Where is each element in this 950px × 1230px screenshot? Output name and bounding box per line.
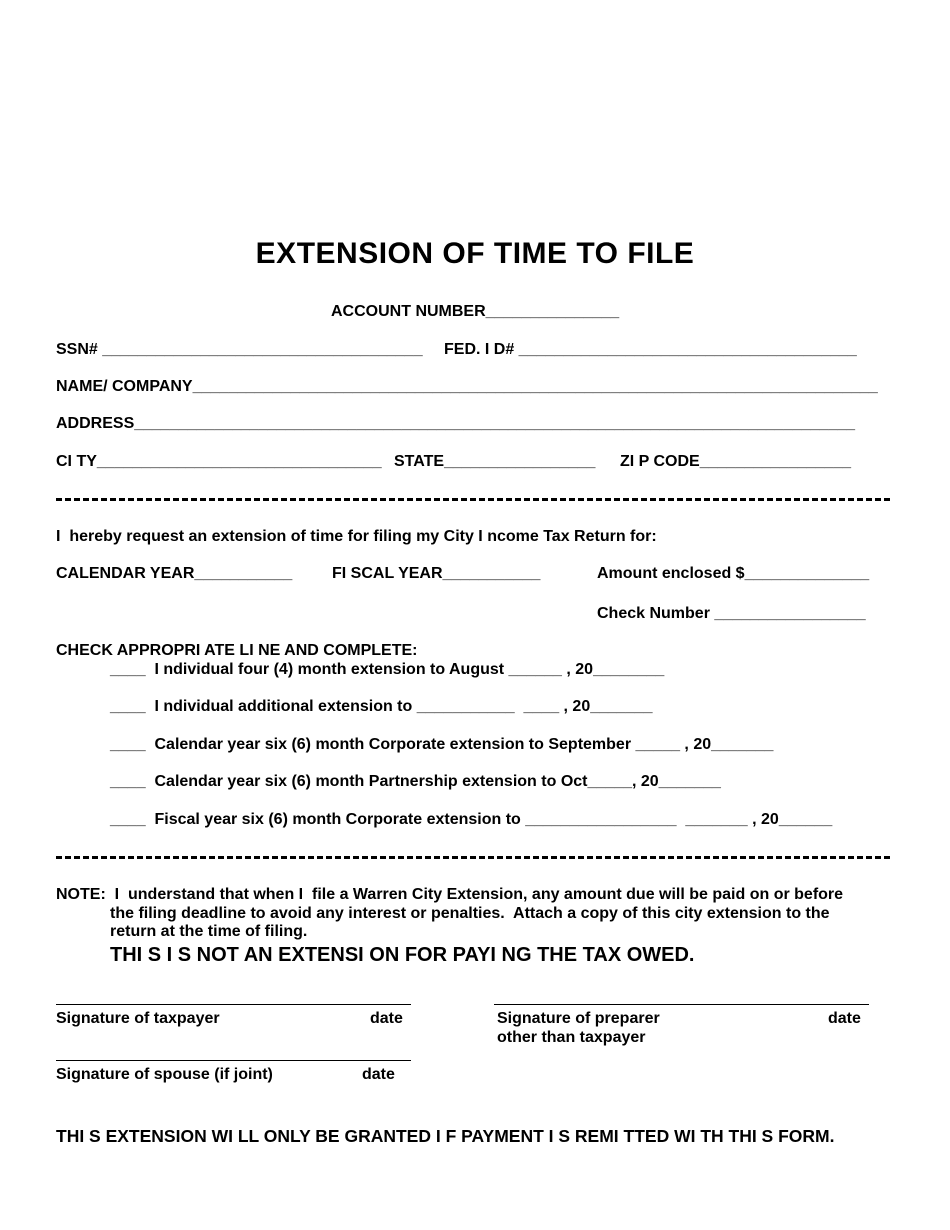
account-number-field[interactable]: ACCOUNT NUMBER_______________ <box>331 303 620 320</box>
note-emphasis: THI S I S NOT AN EXTENSI ON FOR PAYI NG THE TAX OWED. <box>110 944 695 966</box>
name-company-field[interactable]: NAME/ COMPANY_____________________________________________________________________________ <box>56 378 878 395</box>
footer-notice: THI S EXTENSION WI LL ONLY BE GRANTED I F PAYMENT I S REMI TTED WI TH THI S FORM. <box>56 1126 835 1146</box>
ssn-field[interactable]: SSN# ____________________________________ <box>56 341 423 358</box>
address-field[interactable]: ADDRESS_________________________________________________________________________________ <box>56 415 856 432</box>
taxpayer-signature-label: Signature of taxpayer <box>56 1010 220 1027</box>
request-statement: I hereby request an extension of time for filing my City I ncome Tax Return for: <box>56 528 657 545</box>
preparer-signature-label: Signature of preparer <box>497 1010 660 1027</box>
spouse-signature-line[interactable] <box>56 1060 411 1061</box>
fiscal-year-field[interactable]: FI SCAL YEAR___________ <box>332 565 541 582</box>
section-divider <box>56 856 890 859</box>
option-fiscal-corporate[interactable]: ____ Fiscal year six (6) month Corporate extension to _________________ _______ , 20______ <box>110 811 833 828</box>
note-line: return at the time of filing. <box>110 923 308 940</box>
amount-enclosed-field[interactable]: Amount enclosed $______________ <box>597 565 870 582</box>
zip-code-field[interactable]: ZI P CODE_________________ <box>620 453 851 470</box>
options-heading: CHECK APPROPRI ATE LI NE AND COMPLETE: <box>56 642 418 659</box>
calendar-year-field[interactable]: CALENDAR YEAR___________ <box>56 565 293 582</box>
city-field[interactable]: CI TY________________________________ <box>56 453 382 470</box>
spouse-signature-label: Signature of spouse (if joint) <box>56 1066 273 1083</box>
option-individual-additional[interactable]: ____ I ndividual additional extension to ___________ ____ , 20_______ <box>110 698 653 715</box>
note-line: NOTE: I understand that when I file a Warren City Extension, any amount due will be paid on or before <box>56 886 844 903</box>
note-line: the filing deadline to avoid any interest or penalties. Attach a copy of this city extension to the <box>110 905 830 922</box>
section-divider <box>56 498 890 501</box>
fed-id-field[interactable]: FED. I D# ______________________________________ <box>444 341 857 358</box>
check-number-field[interactable]: Check Number _________________ <box>597 605 866 622</box>
preparer-signature-sublabel: other than taxpayer <box>497 1029 646 1046</box>
preparer-signature-line[interactable] <box>494 1004 869 1005</box>
option-individual-four-month[interactable]: ____ I ndividual four (4) month extension to August ______ , 20________ <box>110 661 665 678</box>
taxpayer-date-label: date <box>370 1010 403 1027</box>
option-calendar-partnership[interactable]: ____ Calendar year six (6) month Partnership extension to Oct_____, 20_______ <box>110 773 721 790</box>
spouse-date-label: date <box>362 1066 395 1083</box>
page-title: EXTENSION OF TIME TO FILE <box>255 237 695 270</box>
state-field[interactable]: STATE_________________ <box>394 453 596 470</box>
taxpayer-signature-line[interactable] <box>56 1004 411 1005</box>
option-calendar-corporate[interactable]: ____ Calendar year six (6) month Corporate extension to September _____ , 20_______ <box>110 736 774 753</box>
preparer-date-label: date <box>828 1010 861 1027</box>
